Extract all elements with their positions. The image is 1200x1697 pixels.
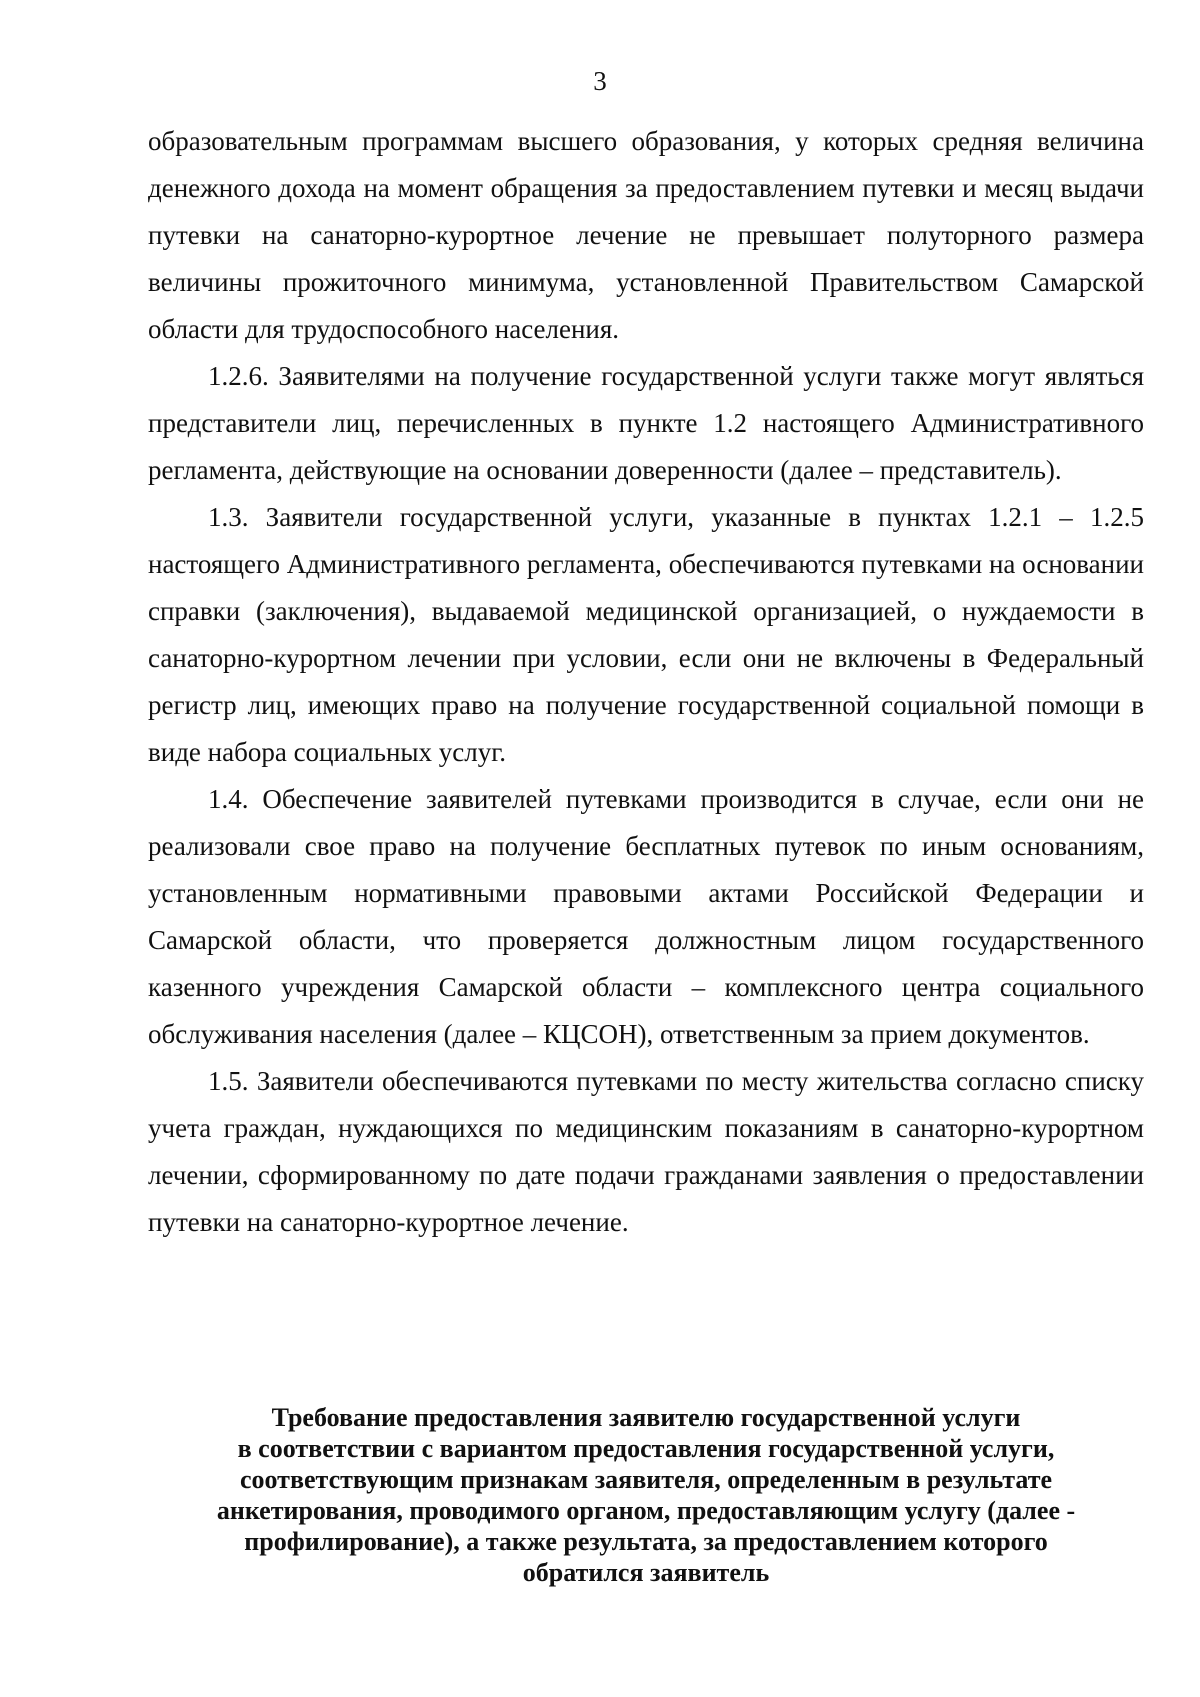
heading-line: профилирование), а также результата, за предоставлением которого bbox=[244, 1527, 1048, 1556]
heading-line: соответствующим признакам заявителя, определенным в результате bbox=[239, 1465, 1053, 1494]
section-heading bbox=[148, 1402, 1144, 1588]
paragraph-1-5: 1.5. Заявители обеспечиваются путевками по месту жительства согласно списку учета граждан, нуждающихся по медицинским показаниям в санаторно-курортном лечении, сформированному по дате подачи гражданами заявления о предоставлении путевки на санаторно-курортное лечение. bbox=[148, 1066, 1144, 1237]
heading-line: в соответствии с вариантом предоставления государственной услуги, bbox=[237, 1434, 1055, 1463]
heading-line: анкетирования, проводимого органом, предоставляющим услугу (далее - bbox=[216, 1496, 1076, 1525]
heading-line: обратился заявитель bbox=[522, 1558, 770, 1587]
paragraph-1-3: 1.3. Заявители государственной услуги, указанные в пунктах 1.2.1 – 1.2.5 настоящего Административного регламента, обеспечиваются путевками на основании справки (заключения), выдаваемой медицинской организацией, о нуждаемости в санаторно-курортном лечении при условии, если они не включены в Федеральный регистр лиц, имеющих право на получение государственной социальной помощи в виде набора социальных услуг. bbox=[148, 502, 1144, 767]
paragraph-continuation: образовательным программам высшего образования, у которых средняя величина денежного дохода на момент обращения за предоставлением путевки и месяц выдачи путевки на санаторно-курортное лечение не превышает полуторного размера величины прожиточного минимума, установленной Правительством Самарской области для трудоспособного населения. bbox=[148, 126, 1144, 344]
page-number: 3 bbox=[593, 66, 607, 96]
paragraph-1-4: 1.4. Обеспечение заявителей путевками производится в случае, если они не реализовали свое право на получение бесплатных путевок по иным основаниям, установленным нормативными правовыми актами Российской Федерации и Самарской области, что проверяется должностным лицом государственного казенного учреждения Самарской области – комплексного центра социального обслуживания населения (далее – КЦСОН), ответственным за прием документов. bbox=[148, 784, 1144, 1049]
heading-line: Требование предоставления заявителю государственной услуги bbox=[271, 1403, 1021, 1432]
paragraph-1-2-6: 1.2.6. Заявителями на получение государственной услуги также могут являться представители лиц, перечисленных в пункте 1.2 настоящего Административного регламента, действующие на основании доверенности (далее – представитель). bbox=[148, 361, 1144, 485]
document-body bbox=[148, 118, 1144, 1246]
